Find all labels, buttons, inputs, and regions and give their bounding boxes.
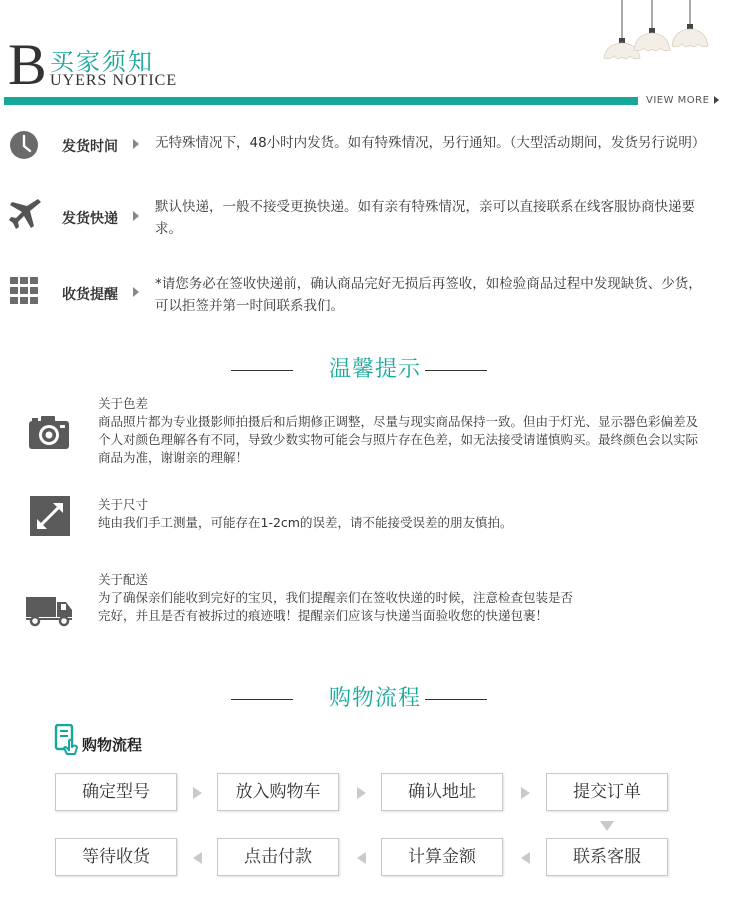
view-more-link[interactable] — [646, 95, 719, 106]
tip-title: 关于色差 — [98, 396, 149, 411]
airplane-icon — [8, 196, 42, 230]
resize-arrow-icon — [28, 494, 74, 540]
tip-text-block — [98, 571, 578, 625]
heading-line-right — [425, 370, 487, 371]
camera-icon — [26, 409, 72, 455]
tip-body: 为了确保亲们能收到完好的宝贝，我们提醒亲们在签收快递的时候，注意检查包装是否完好，并且是否有被拆过的痕迹哦！提醒亲们应该与快递当面验收您的快递包裹！ — [98, 590, 574, 623]
arrow-right-icon — [193, 787, 202, 799]
tip-title: 关于尺寸 — [98, 497, 149, 512]
arrow-left-icon — [193, 852, 202, 864]
chevron-right-icon — [133, 139, 139, 149]
grid-icon — [8, 274, 42, 308]
tip-text-block — [98, 496, 708, 532]
notice-label: 发货快递 — [62, 211, 118, 227]
phone-touch-icon — [54, 724, 80, 756]
clock-icon — [8, 128, 42, 162]
flow-step-pay: 点击付款 — [217, 838, 339, 876]
truck-icon — [24, 587, 76, 633]
flow-step-select-model: 确定型号 — [55, 773, 177, 811]
arrow-left-icon — [357, 852, 366, 864]
notice-label: 发货时间 — [62, 139, 118, 155]
tip-text-block — [98, 395, 708, 467]
page-title-en: UYERS NOTICE — [50, 72, 178, 89]
flow-step-calculate-amount: 计算金额 — [381, 838, 503, 876]
page-title-cn: 买家须知 — [50, 48, 154, 76]
chevron-right-icon — [133, 211, 139, 221]
notice-text: 默认快递，一般不接受更换快递。如有亲有特殊情况，亲可以直接联系在线客服协商快递要求。 — [155, 199, 695, 237]
arrow-right-icon — [357, 787, 366, 799]
tips-section-title: 温馨提示 — [328, 357, 421, 382]
notice-text: 无特殊情况下，48小时内发货。如有特殊情况，另行通知。（大型活动期间，发货另行说明） — [155, 135, 706, 151]
flow-subtitle-label: 购物流程 — [82, 736, 143, 754]
tip-body: 商品照片都为专业摄影师拍摄后和后期修正调整，尽量与现实商品保持一致。但由于灯光、显示器色彩偏差及个人对颜色理解各有不同，导致少数实物可能会与照片存在色差，如无法接受请谨慎购买。最终颜色会以实际商品为准，谢谢亲的理解！ — [98, 414, 699, 465]
buyers-notice-header — [0, 0, 750, 110]
flow-step-confirm-address: 确认地址 — [381, 773, 503, 811]
chevron-right-icon — [133, 287, 139, 297]
play-arrow-icon — [714, 96, 719, 104]
arrow-right-icon — [521, 787, 530, 799]
header-divider-bar — [4, 97, 638, 105]
tip-body: 纯由我们手工测量，可能存在1-2cm的误差，请不能接受误差的朋友慎拍。 — [98, 515, 513, 530]
tip-title: 关于配送 — [98, 572, 149, 587]
notice-text: *请您务必在签收快递前，确认商品完好无损后再签收，如检验商品过程中发现缺货、少货，可以拒签并第一时间联系我们。 — [155, 276, 702, 314]
arrow-left-icon — [521, 852, 530, 864]
tips-section-heading — [0, 352, 750, 388]
heading-line-right — [425, 699, 487, 700]
arrow-down-icon — [600, 821, 614, 831]
flow-step-contact-service: 联系客服 — [546, 838, 668, 876]
flow-step-add-to-cart: 放入购物车 — [217, 773, 339, 811]
big-letter-b: B — [8, 32, 47, 97]
notice-label: 收货提醒 — [62, 287, 118, 303]
pendant-lamps-icon — [590, 0, 740, 70]
flow-step-submit-order: 提交订单 — [546, 773, 668, 811]
flow-step-await-delivery: 等待收货 — [55, 838, 177, 876]
flow-section-heading — [0, 681, 750, 717]
flow-section-title: 购物流程 — [328, 686, 421, 711]
view-more-label: VIEW MORE — [646, 95, 710, 106]
